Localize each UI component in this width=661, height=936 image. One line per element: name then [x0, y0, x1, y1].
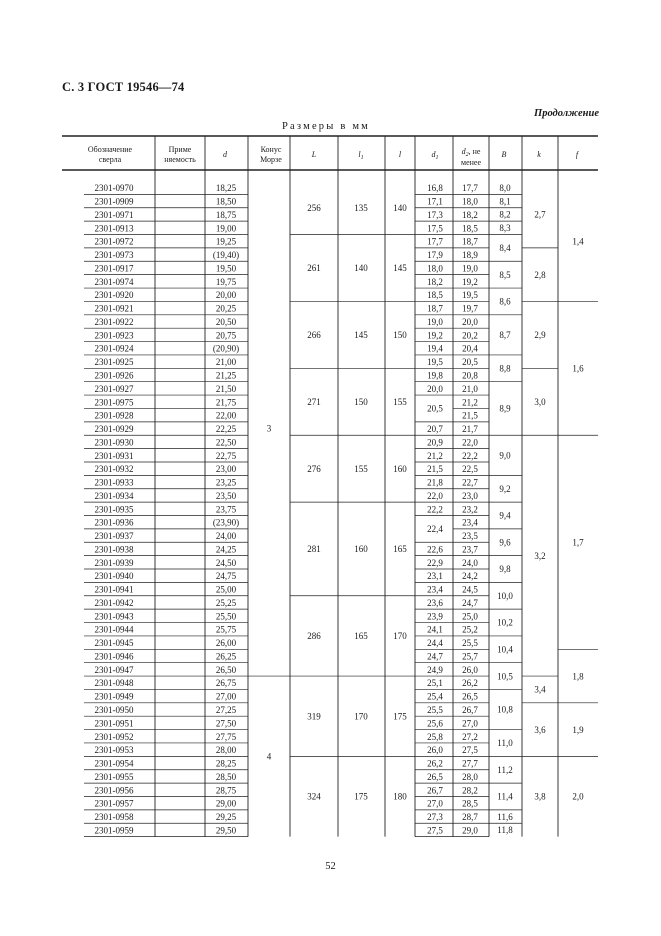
diameter-d2: 19,0: [462, 263, 478, 274]
drill-designation: 2301-0917: [94, 263, 134, 274]
diameter-d: 18,50: [215, 196, 237, 207]
drill-designation: 2301-0944: [94, 624, 134, 635]
value-f: 1,4: [572, 236, 584, 247]
diameter-d1: 24,4: [427, 638, 443, 649]
diameter-d: 24,25: [215, 544, 237, 555]
diameter-d: 19,25: [215, 236, 237, 247]
diameter-d2: 28,0: [462, 771, 478, 782]
drill-designation: 2301-0924: [94, 343, 134, 354]
diameter-d: 27,50: [215, 718, 237, 729]
diameter-d1: 22,2: [427, 504, 443, 515]
diameter-d1: 26,5: [427, 771, 443, 782]
diameter-d2: 25,0: [462, 611, 478, 622]
col-header-l: l: [398, 150, 402, 159]
length-l: 140: [393, 202, 407, 213]
col-header-designation-2: сверла: [98, 155, 122, 164]
col-header-L: L: [311, 150, 317, 159]
length-L: 266: [307, 330, 321, 341]
diameter-d: 25,25: [215, 597, 237, 608]
drill-designation: 2301-0930: [94, 437, 134, 448]
drill-designation: 2301-0953: [94, 745, 134, 756]
value-k: 2,9: [534, 330, 546, 341]
diameter-d: 19,50: [215, 263, 237, 274]
diameter-d2: 20,0: [462, 316, 478, 327]
diameter-d2: 23,7: [462, 544, 478, 555]
diameter-d: 21,50: [215, 383, 237, 394]
col-header-applicability-1: Приме: [168, 145, 192, 154]
width-B: 8,9: [499, 403, 511, 414]
drill-designation: 2301-0959: [94, 825, 134, 836]
diameter-d1: 27,3: [427, 812, 443, 823]
value-k: 3,4: [534, 684, 546, 695]
diameter-d: 27,75: [215, 731, 237, 742]
length-l: 175: [393, 711, 407, 722]
diameter-d: 29,25: [215, 812, 237, 823]
diameter-d: 22,75: [215, 450, 237, 461]
col-header-d2: $d_2$, не: [461, 147, 481, 158]
drill-designation: 2301-0970: [94, 183, 134, 194]
diameter-d2: 18,5: [462, 223, 478, 234]
diameter-d2: 20,8: [462, 370, 478, 381]
value-k: 2,7: [534, 209, 546, 220]
width-B: 9,8: [499, 564, 511, 575]
drill-designation: 2301-0946: [94, 651, 134, 662]
length-l1: 165: [354, 631, 368, 642]
length-l: 180: [393, 791, 407, 802]
drill-designation: 2301-0945: [94, 638, 134, 649]
diameter-d1: 19,0: [427, 316, 443, 327]
diameter-d: 28,75: [215, 785, 237, 796]
diameter-d: 28,50: [215, 771, 237, 782]
morse-taper: 3: [266, 423, 272, 434]
length-l1: 160: [354, 544, 368, 555]
diameter-d: 21,75: [215, 397, 237, 408]
drill-designation: 2301-0936: [94, 517, 134, 528]
drill-designation: 2301-0940: [94, 571, 134, 582]
diameter-d2: 21,2: [462, 397, 478, 408]
diameter-d1: 25,4: [427, 691, 443, 702]
drill-designation: 2301-0929: [94, 424, 134, 435]
diameter-d2: 21,5: [462, 410, 478, 421]
diameter-d1: 25,6: [427, 718, 443, 729]
length-l1: 140: [354, 263, 368, 274]
width-B: 8,5: [499, 269, 511, 280]
diameter-d: 29,50: [215, 825, 237, 836]
diameter-d: 26,00: [215, 638, 237, 649]
diameter-d: (19,40): [212, 250, 240, 261]
diameter-d: 20,00: [215, 290, 237, 301]
diameter-d2: 22,2: [462, 450, 478, 461]
diameter-d2: 21,7: [462, 424, 478, 435]
diameter-d1: 18,2: [427, 276, 443, 287]
drill-designation: 2301-0942: [94, 597, 134, 608]
diameter-d: 23,00: [215, 464, 237, 475]
col-header-d: d: [223, 150, 227, 159]
table-header: [88, 145, 580, 167]
diameter-d: 26,75: [215, 678, 237, 689]
diameter-d1: 25,8: [427, 731, 443, 742]
diameter-d: (20,90): [212, 343, 240, 354]
length-l1: 145: [354, 330, 368, 341]
diameter-d: 26,50: [215, 664, 237, 675]
diameter-d1: 26,2: [427, 758, 443, 769]
diameter-d2: 29,0: [462, 825, 478, 836]
width-B: 11,6: [497, 811, 513, 822]
diameter-d2: 24,0: [462, 557, 478, 568]
diameter-d: 24,00: [215, 531, 237, 542]
diameter-d1: 23,4: [427, 584, 443, 595]
diameter-d1: 19,5: [427, 357, 443, 368]
diameter-d2: 21,0: [462, 383, 478, 394]
width-B: 10,2: [497, 617, 513, 628]
diameter-d1: 17,5: [427, 223, 443, 234]
diameter-d: 20,25: [215, 303, 237, 314]
diameter-d: 20,50: [215, 316, 237, 327]
width-B: 10,5: [497, 671, 513, 682]
width-B: 8,0: [499, 182, 511, 193]
drill-designation: 2301-0973: [94, 250, 134, 261]
diameter-d1: 17,9: [427, 250, 443, 261]
drill-designation: 2301-0949: [94, 691, 134, 702]
diameter-d1: 19,4: [427, 343, 443, 354]
drill-designation: 2301-0913: [94, 223, 134, 234]
drill-designation: 2301-0921: [94, 303, 134, 314]
drill-designation: 2301-0922: [94, 316, 134, 327]
length-l1: 150: [354, 396, 368, 407]
diameter-d: 25,75: [215, 624, 237, 635]
width-B: 10,8: [497, 704, 513, 715]
width-B: 11,2: [497, 764, 513, 775]
diameter-d: (23,90): [212, 517, 240, 528]
diameter-d1: 20,0: [427, 383, 443, 394]
diameter-d1: 16,8: [427, 183, 443, 194]
diameter-d1: 21,5: [427, 464, 443, 475]
col-header-d1: $d_1$: [431, 150, 439, 161]
diameter-d: 22,50: [215, 437, 237, 448]
drill-designation: 2301-0956: [94, 785, 134, 796]
width-B: 8,3: [499, 223, 511, 234]
diameter-d1: 22,0: [427, 490, 443, 501]
drill-designation: 2301-0974: [94, 276, 134, 287]
width-B: 8,1: [499, 196, 511, 207]
diameter-d2: 19,7: [462, 303, 478, 314]
diameter-d: 22,25: [215, 424, 237, 435]
diameter-d: 23,50: [215, 490, 237, 501]
diameter-d1: 21,8: [427, 477, 443, 488]
length-l: 165: [393, 544, 407, 555]
width-B: 9,0: [499, 450, 511, 461]
diameter-d2: 24,7: [462, 597, 478, 608]
diameter-d2: 18,7: [462, 236, 478, 247]
diameter-d: 26,25: [215, 651, 237, 662]
diameter-d2: 20,5: [462, 357, 478, 368]
width-B: 8,4: [499, 243, 511, 254]
length-l: 150: [393, 330, 407, 341]
drill-designation: 2301-0951: [94, 718, 134, 729]
drill-designation: 2301-0923: [94, 330, 134, 341]
diameter-d2: 24,5: [462, 584, 478, 595]
value-k: 3,2: [534, 550, 546, 561]
width-B: 9,2: [499, 483, 511, 494]
diameter-d1: 19,8: [427, 370, 443, 381]
diameter-d2: 27,5: [462, 745, 478, 756]
diameter-d: 21,25: [215, 370, 237, 381]
diameter-d2: 28,2: [462, 785, 478, 796]
drill-designation: 2301-0952: [94, 731, 134, 742]
length-l1: 155: [354, 463, 368, 474]
diameter-d1: 22,6: [427, 544, 443, 555]
length-L: 271: [307, 396, 321, 407]
col-header-k: k: [537, 150, 541, 159]
width-B: 8,2: [499, 209, 511, 220]
drill-designation: 2301-0957: [94, 798, 134, 809]
diameter-d2: 26,5: [462, 691, 478, 702]
diameter-d: 23,75: [215, 504, 237, 515]
diameter-d: 27,25: [215, 705, 237, 715]
diameter-d2: 25,7: [462, 651, 478, 662]
diameter-d1: 27,0: [427, 798, 443, 809]
continuation-label: Продолжение: [534, 108, 599, 119]
page-header-title: С. 3 ГОСТ 19546—74: [62, 80, 185, 94]
diameter-d1: 17,7: [427, 236, 443, 247]
table-body: [95, 183, 585, 836]
value-f: 2,0: [572, 791, 584, 802]
diameter-d1: 27,5: [427, 825, 443, 836]
value-f: 1,6: [572, 363, 584, 374]
drill-designation: 2301-0950: [94, 705, 134, 715]
diameter-d: 20,75: [215, 330, 237, 341]
diameter-d1: 23,6: [427, 597, 443, 608]
diameter-d2: 23,0: [462, 490, 478, 501]
diameter-d1: 18,5: [427, 290, 443, 301]
diameter-d1: 23,1: [427, 571, 443, 582]
width-B: 9,6: [499, 537, 511, 548]
diameter-d: 24,50: [215, 557, 237, 568]
drill-designation: 2301-0943: [94, 611, 134, 622]
diameter-d2: 23,5: [462, 531, 478, 542]
drill-designation: 2301-0925: [94, 357, 134, 368]
width-B: 10,0: [497, 590, 513, 601]
diameter-d2: 23,2: [462, 504, 478, 515]
diameter-d: 25,50: [215, 611, 237, 622]
width-B: 11,4: [497, 791, 513, 802]
diameter-d: 23,25: [215, 477, 237, 488]
diameter-d2: 27,2: [462, 731, 478, 742]
diameter-d1: 26,7: [427, 785, 443, 796]
drill-designation: 2301-0909: [94, 196, 134, 207]
diameter-d2: 20,2: [462, 330, 478, 341]
width-B: 11,8: [497, 825, 513, 836]
length-L: 256: [307, 202, 321, 213]
diameter-d: 25,00: [215, 584, 237, 595]
width-B: 11,0: [497, 738, 513, 749]
diameter-d: 19,75: [215, 276, 237, 287]
diameter-d2: 27,0: [462, 718, 478, 729]
drill-designation: 2301-0975: [94, 397, 134, 408]
drill-designation: 2301-0927: [94, 383, 134, 394]
length-L: 261: [307, 263, 321, 274]
value-f: 1,9: [572, 724, 584, 735]
diameter-d2: 22,7: [462, 477, 478, 488]
col-header-morse-1: Конус: [260, 145, 282, 154]
diameter-d2: 22,0: [462, 437, 478, 448]
diameter-d1: 17,1: [427, 196, 443, 207]
diameter-d1-merged: 20,5: [427, 403, 443, 414]
width-B: 8,6: [499, 296, 511, 307]
diameter-d2: 28,7: [462, 812, 478, 823]
diameter-d: 19,00: [215, 223, 237, 234]
drill-designation: 2301-0939: [94, 557, 134, 568]
drill-designation: 2301-0954: [94, 758, 134, 769]
drill-designation: 2301-0971: [94, 209, 134, 220]
morse-taper: 4: [266, 751, 272, 762]
diameter-d2: 22,5: [462, 464, 478, 475]
diameter-d1: 22,9: [427, 557, 443, 568]
col-header-morse-2: Морзе: [260, 155, 282, 164]
col-header-designation-1: Обозначение: [87, 145, 133, 154]
drill-designation: 2301-0958: [94, 812, 134, 823]
drill-designation: 2301-0926: [94, 370, 134, 381]
diameter-d1: 23,9: [427, 611, 443, 622]
drill-designation: 2301-0928: [94, 410, 134, 421]
diameter-d1-merged: 22,4: [427, 524, 443, 535]
drill-designation: 2301-0934: [94, 490, 134, 501]
diameter-d: 18,75: [215, 209, 237, 220]
diameter-d2: 19,2: [462, 276, 478, 287]
drill-designation: 2301-0937: [94, 531, 134, 542]
value-k: 2,8: [534, 269, 546, 280]
diameter-d: 18,25: [215, 183, 237, 194]
diameter-d2: 24,2: [462, 571, 478, 582]
value-k: 3,0: [534, 396, 546, 407]
length-l1: 175: [354, 791, 368, 802]
diameter-d2: 18,2: [462, 209, 478, 220]
diameter-d: 28,25: [215, 758, 237, 769]
drill-designation: 2301-0931: [94, 450, 134, 461]
drill-designation: 2301-0920: [94, 290, 134, 301]
col-header-B: B: [501, 150, 507, 159]
table-caption: Размеры в мм: [282, 121, 371, 132]
diameter-d1: 17,3: [427, 209, 443, 220]
diameter-d: 28,00: [215, 745, 237, 756]
diameter-d: 21,00: [215, 357, 237, 368]
length-l: 160: [393, 463, 407, 474]
diameter-d1: 18,7: [427, 303, 443, 314]
length-l: 170: [393, 631, 407, 642]
drill-designation: 2301-0955: [94, 771, 134, 782]
diameter-d1: 21,2: [427, 450, 443, 461]
length-l: 155: [393, 396, 407, 407]
col-header-d2-note: менее: [461, 158, 481, 167]
diameter-d2: 20,4: [462, 343, 478, 354]
length-l: 145: [393, 263, 407, 274]
width-B: 8,8: [499, 363, 511, 374]
value-f: 1,8: [572, 671, 584, 682]
width-B: 8,7: [499, 330, 511, 341]
diameter-d2: 26,2: [462, 678, 478, 689]
value-f: 1,7: [572, 537, 584, 548]
length-l1: 135: [354, 202, 368, 213]
col-header-f: f: [575, 150, 579, 159]
drill-designation: 2301-0941: [94, 584, 134, 595]
width-B: 10,4: [497, 644, 513, 655]
diameter-d1: 20,9: [427, 437, 443, 448]
width-B: 9,4: [499, 510, 511, 521]
length-L: 276: [307, 463, 321, 474]
diameter-d1: 24,1: [427, 624, 443, 635]
diameter-d2: 18,0: [462, 196, 478, 207]
diameter-d1: 20,7: [427, 424, 443, 435]
drill-designation: 2301-0935: [94, 504, 134, 515]
diameter-d2: 27,7: [462, 758, 478, 769]
diameter-d1: 25,5: [427, 705, 443, 715]
diameter-d2: 26,0: [462, 664, 478, 675]
length-L: 319: [307, 711, 321, 722]
value-k: 3,8: [534, 791, 546, 802]
diameter-d2: 17,7: [462, 183, 478, 194]
diameter-d: 22,00: [215, 410, 237, 421]
drill-designation: 2301-0938: [94, 544, 134, 555]
diameter-d1: 18,0: [427, 263, 443, 274]
diameter-d: 29,00: [215, 798, 237, 809]
length-l1: 170: [354, 711, 368, 722]
diameter-d1: 25,1: [427, 678, 443, 689]
drill-designation: 2301-0948: [94, 678, 134, 689]
col-header-l1: $l_1$: [358, 150, 364, 161]
diameter-d1: 24,7: [427, 651, 443, 662]
drill-designation: 2301-0933: [94, 477, 134, 488]
page-number: 52: [325, 861, 336, 872]
diameter-d2: 19,5: [462, 290, 478, 301]
diameter-d2: 26,7: [462, 705, 478, 715]
col-header-applicability-2: няемость: [164, 155, 196, 164]
drill-designation: 2301-0947: [94, 664, 134, 675]
length-L: 281: [307, 544, 321, 555]
diameter-d: 27,00: [215, 691, 237, 702]
diameter-d2: 25,5: [462, 638, 478, 649]
diameter-d2: 23,4: [462, 517, 478, 528]
diameter-d2: 28,5: [462, 798, 478, 809]
drill-designation: 2301-0932: [94, 464, 134, 475]
drill-designation: 2301-0972: [94, 236, 134, 247]
diameter-d1: 19,2: [427, 330, 443, 341]
diameter-d2: 18,9: [462, 250, 478, 261]
length-L: 324: [307, 791, 321, 802]
length-L: 286: [307, 631, 321, 642]
diameter-d1: 26,0: [427, 745, 443, 756]
diameter-d1: 24,9: [427, 664, 443, 675]
value-k: 3,6: [534, 724, 546, 735]
diameter-d: 24,75: [215, 571, 237, 582]
diameter-d2: 25,2: [462, 624, 478, 635]
